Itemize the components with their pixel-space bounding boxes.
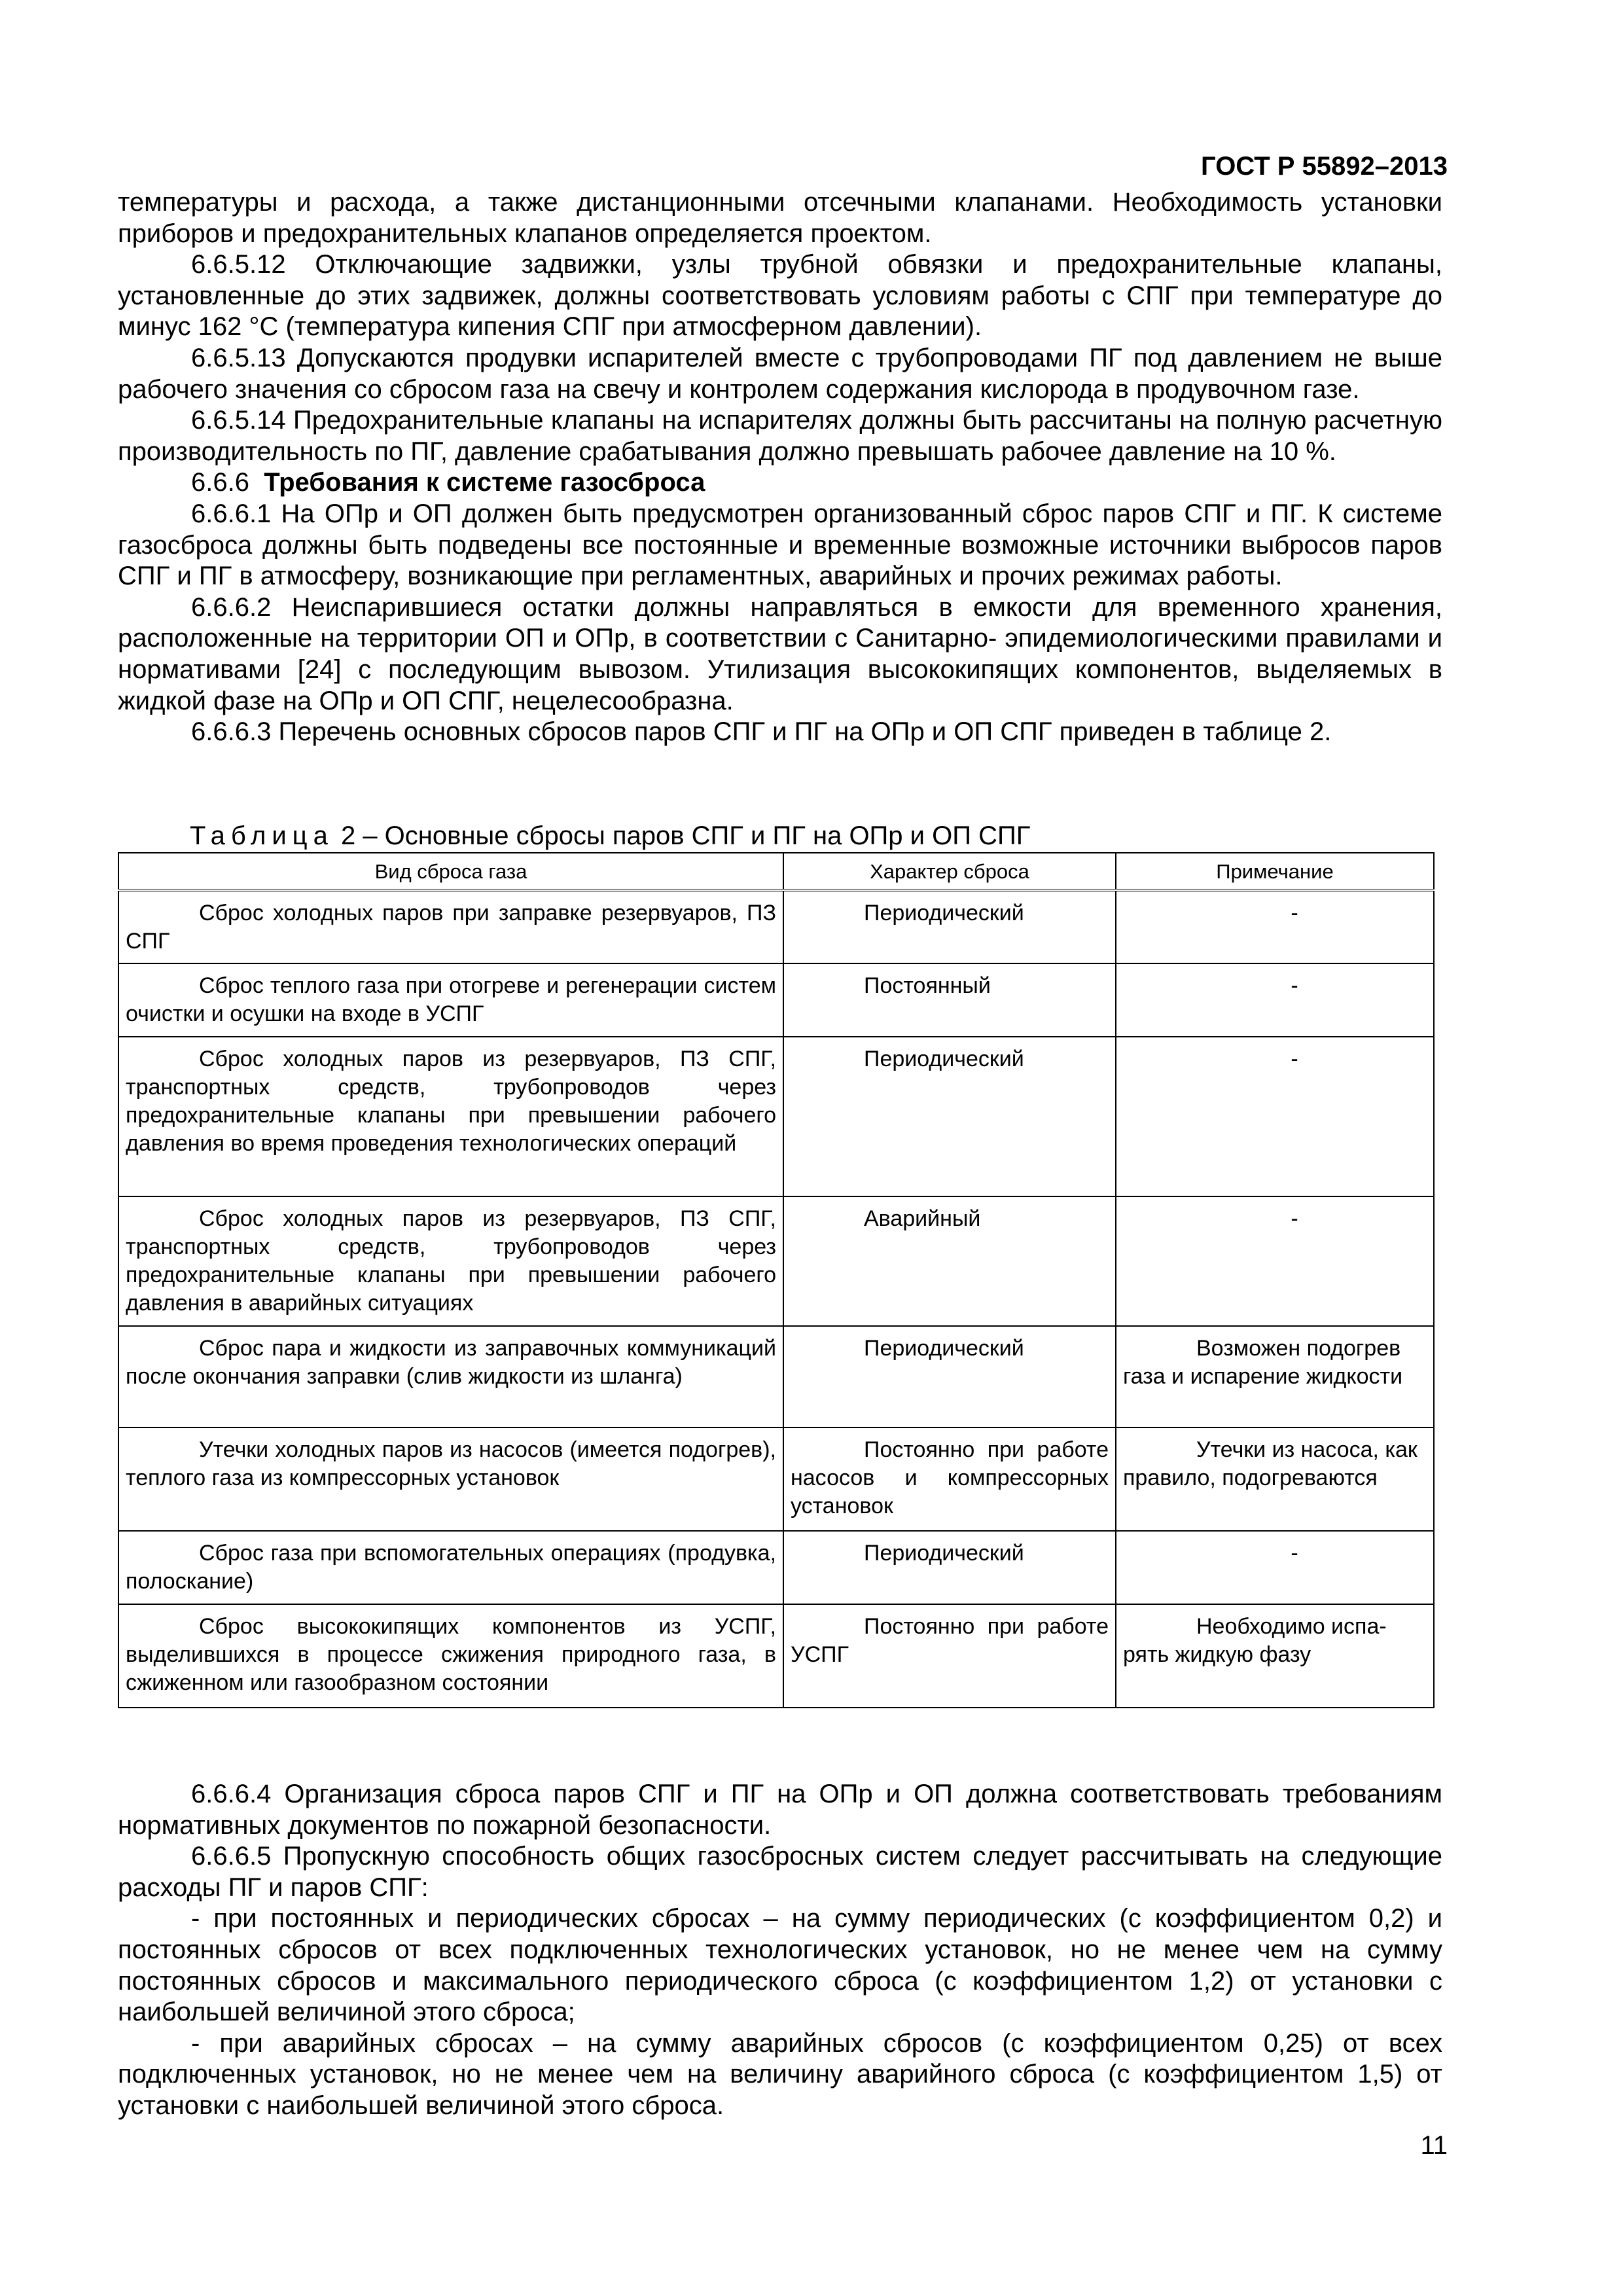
top-text-block bbox=[118, 187, 1442, 748]
table-row bbox=[118, 1531, 1434, 1604]
cell-text: Утечки из насоса, как правило, подогреваются bbox=[1123, 1437, 1418, 1490]
paragraph: 6.6.5.13 Допускаются продувки испарителей вместе с трубопроводами ПГ под давлением не выше рабочего значения со сбросом газа на свечу и контролем содержания кислорода в продувочном газе. bbox=[118, 343, 1442, 404]
column-header: Примечание bbox=[1116, 853, 1434, 890]
cell-text: Утечки холодных паров из насосов (имеется подогрев), теплого газа из компрессорных установок bbox=[126, 1437, 776, 1490]
discharge-table bbox=[118, 852, 1435, 1708]
paragraph: 6.6.6.1 На ОПр и ОП должен быть предусмотрен организованный сброс паров СПГ и ПГ. К системе газосброса должны быть подведены все постоянные и временные возможные источники выбросов паров СПГ и ПГ в атмосферу, возникающие при регламентных, аварийных и прочих режимах работы. bbox=[118, 499, 1442, 591]
cell-text: Постоянно при работе насосов и компрессорных установок bbox=[791, 1437, 1109, 1518]
table-cell bbox=[783, 1427, 1116, 1531]
paragraph: 6.6.5.12 Отключающие задвижки, узлы трубной обвязки и предохранительные клапаны, установленные до этих задвижек, должны соответствовать условиям работы с СПГ при температуре до минус 162 °С (температура кипения СПГ при атмосферном давлении). bbox=[118, 250, 1442, 342]
list-item: - при аварийных сбросах – на сумму аварийных сбросов (с коэффициентом 0,25) от всех подключенных установок, но не менее чем на величину аварийного сброса (с коэффициентом 1,5) от установки с наибольшей величиной этого сброса. bbox=[118, 2028, 1442, 2120]
table-row bbox=[118, 1037, 1434, 1196]
cell-text: Возможен подогрев газа и испарение жидкости bbox=[1123, 1336, 1403, 1389]
cell-text: Периодический bbox=[864, 1047, 1024, 1071]
table-row bbox=[118, 1196, 1434, 1326]
paragraph: 6.6.6.2 Неиспарившиеся остатки должны направляться в емкости для временного хранения, расположенные на территории ОП и ОПр, в соответствии с Санитарно- эпидемиологическими правилами и нормативами [24] с последующим вывозом. Утилизация высококипящих компонентов, выделяемых в жидкой фазе на ОПр и ОП СПГ, нецелесообразна. bbox=[118, 592, 1442, 715]
table-caption-prefix: Таблица bbox=[190, 821, 334, 850]
table-row bbox=[118, 1326, 1434, 1427]
cell-text: Сброс газа при вспомогательных операциях (продувка, полоскание) bbox=[126, 1541, 776, 1594]
table-cell bbox=[1116, 1604, 1434, 1708]
cell-text: Сброс высококипящих компонентов из УСПГ, выделившихся в процессе сжижения природного газа, в сжиженном или газообразном состоянии bbox=[126, 1614, 776, 1695]
table-cell bbox=[783, 1604, 1116, 1708]
table-cell bbox=[118, 1427, 783, 1531]
table-cell bbox=[783, 1196, 1116, 1326]
paragraph: 6.6.6.5 Пропускную способность общих газосбросных систем следует рассчитывать на следующие расходы ПГ и паров СПГ: bbox=[118, 1842, 1442, 1902]
cell-text: Аварийный bbox=[864, 1206, 981, 1231]
cell-text: Сброс холодных паров из резервуаров, ПЗ СПГ, транспортных средств, трубопроводов через предохранительные клапаны при превышении рабочего давления во время проведения технологических операций bbox=[126, 1047, 776, 1156]
bottom-text-block bbox=[118, 1779, 1442, 2122]
cell-text: Сброс пара и жидкости из заправочных коммуникаций после окончания заправки (слив жидкости из шланга) bbox=[126, 1336, 776, 1389]
list-item: - при постоянных и периодических сбросах – на сумму периодических (с коэффициентом 0,2) и постоянных сбросов от всех подключенных технологических установок, но не менее чем на сумму постоянных сбросов и максимального периодического сброса (с коэффициентом 1,2) от установки с наибольшей величиной этого сброса; bbox=[118, 1904, 1442, 2027]
cell-text: Необходимо испа-рять жидкую фазу bbox=[1123, 1614, 1387, 1667]
table-cell bbox=[783, 963, 1116, 1037]
paragraph: 6.6.5.14 Предохранительные клапаны на испарителях должны быть рассчитаны на полную расчетную производительность по ПГ, давление срабатывания должно превышать рабочее давление на 10 %. bbox=[118, 406, 1442, 466]
paragraph: 6.6.6.4 Организация сброса паров СПГ и ПГ на ОПр и ОП должна соответствовать требованиям нормативных документов по пожарной безопасности. bbox=[118, 1780, 1442, 1840]
table-cell bbox=[118, 1326, 783, 1427]
section-title: Требования к системе газосброса bbox=[264, 468, 705, 497]
cell-text: Сброс холодных паров из резервуаров, ПЗ СПГ, транспортных средств, трубопроводов через предохранительные клапаны при превышении рабочего давления в аварийных ситуациях bbox=[126, 1206, 776, 1316]
table-cell bbox=[783, 1037, 1116, 1196]
cell-text: Сброс холодных паров при заправке резервуаров, ПЗ СПГ bbox=[126, 901, 776, 954]
table-cell bbox=[783, 1326, 1116, 1427]
paragraph: температуры и расхода, а также дистанционными отсечными клапанами. Необходимость установки приборов и предохранительных клапанов определяется проектом. bbox=[118, 188, 1442, 248]
table-header-row bbox=[118, 853, 1434, 890]
cell-text: Периодический bbox=[864, 1541, 1024, 1566]
cell-text: - bbox=[1291, 1206, 1298, 1231]
cell-text: - bbox=[1291, 973, 1298, 998]
table-row bbox=[118, 1427, 1434, 1531]
table-cell bbox=[783, 1531, 1116, 1604]
cell-text: - bbox=[1291, 901, 1298, 925]
column-header: Вид сброса газа bbox=[118, 853, 783, 890]
table-cell bbox=[118, 1531, 783, 1604]
table-caption bbox=[190, 821, 1030, 850]
table-cell bbox=[1116, 1196, 1434, 1326]
table-cell bbox=[118, 1604, 783, 1708]
table-cell bbox=[1116, 890, 1434, 963]
table-cell bbox=[1116, 963, 1434, 1037]
document-id-header: ГОСТ Р 55892–2013 bbox=[1201, 152, 1448, 181]
cell-text: Периодический bbox=[864, 1336, 1024, 1361]
table-row bbox=[118, 1604, 1434, 1708]
cell-text: - bbox=[1291, 1541, 1298, 1566]
table-row bbox=[118, 963, 1434, 1037]
page-number: 11 bbox=[1420, 2131, 1448, 2160]
cell-text: Сброс теплого газа при отогреве и регенерации систем очистки и осушки на входе в УСПГ bbox=[126, 973, 776, 1026]
cell-text: Постоянно при работе УСПГ bbox=[791, 1614, 1109, 1667]
paragraph: 6.6.6.3 Перечень основных сбросов паров СПГ и ПГ на ОПр и ОП СПГ приведен в таблице 2. bbox=[191, 717, 1332, 747]
table-cell bbox=[1116, 1037, 1434, 1196]
table-cell bbox=[1116, 1427, 1434, 1531]
table-cell bbox=[118, 1037, 783, 1196]
table-row bbox=[118, 890, 1434, 963]
cell-text: Периодический bbox=[864, 901, 1024, 925]
column-header: Характер сброса bbox=[783, 853, 1116, 890]
section-heading bbox=[118, 467, 1442, 499]
table-cell bbox=[118, 963, 783, 1037]
table-cell bbox=[1116, 1326, 1434, 1427]
table-cell bbox=[118, 890, 783, 963]
cell-text: Постоянный bbox=[864, 973, 991, 998]
section-number: 6.6.6 bbox=[191, 468, 249, 497]
table-cell bbox=[783, 890, 1116, 963]
table-caption-text: 2 – Основные сбросы паров СПГ и ПГ на ОПр и ОП СПГ bbox=[333, 821, 1031, 850]
table-cell bbox=[118, 1196, 783, 1326]
table-cell bbox=[1116, 1531, 1434, 1604]
cell-text: - bbox=[1291, 1047, 1298, 1071]
